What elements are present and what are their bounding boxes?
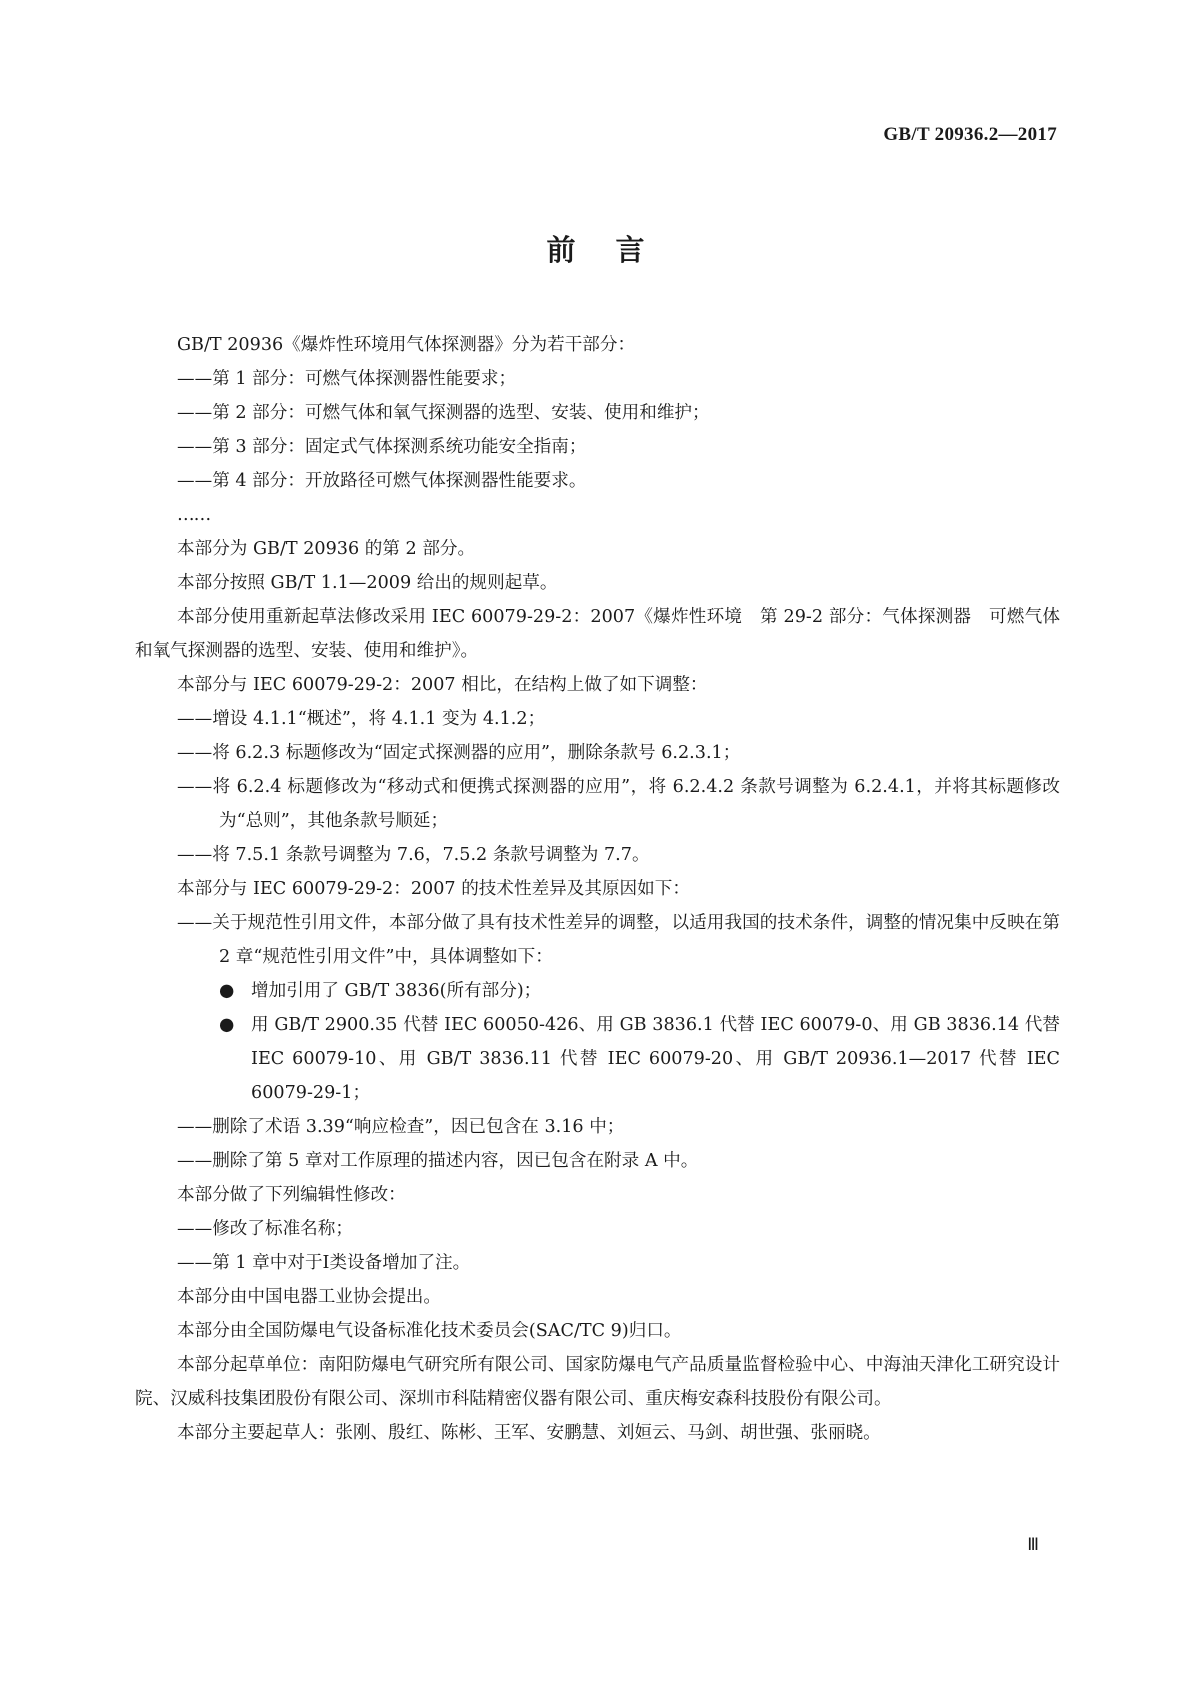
- list-item-technical-3: ——删除了第 5 章对工作原理的描述内容，因已包含在附录 A 中。: [177, 1151, 699, 1171]
- list-item-part-3: ——第 3 部分：固定式气体探测系统功能安全指南；: [177, 437, 587, 457]
- paragraph-series-intro: GB/T 20936《爆炸性环境用气体探测器》分为若干部分：: [177, 335, 636, 355]
- ellipsis: ……: [177, 505, 211, 525]
- paragraph-adoption: 本部分使用重新起草法修改采用 IEC 60079-29-2：2007《爆炸性环境 第 29-2 部分：气体探测器 可燃气体和氧气探测器的选型、安装、使用和维护》。: [135, 607, 1060, 661]
- list-item-part-1: ——第 1 部分：可燃气体探测器性能要求；: [177, 369, 517, 389]
- bullet-text: 增加引用了 GB/T 3836(所有部分)；: [251, 981, 542, 1001]
- page-number: Ⅲ: [1027, 1535, 1039, 1554]
- list-item-structure-1: ——增设 4.1.1“概述”，将 4.1.1 变为 4.1.2；: [177, 709, 546, 729]
- list-item-technical-2: ——删除了术语 3.39“响应检查”，因已包含在 3.16 中；: [177, 1117, 625, 1137]
- list-item-technical-1: ——关于规范性引用文件，本部分做了具有技术性差异的调整，以适用我国的技术条件，调整的情况集中反映在第 2 章“规范性引用文件”中，具体调整如下：: [177, 913, 1060, 967]
- bullet-dot-icon: ●: [219, 1015, 235, 1035]
- list-item-structure-3: ——将 6.2.4 标题修改为“移动式和便携式探测器的应用”，将 6.2.4.2 条款号调整为 6.2.4.1，并将其标题修改为“总则”，其他条款号顺延；: [177, 777, 1060, 831]
- bullet-item-2: [135, 1008, 1060, 1110]
- paragraph-drafting-rules: 本部分按照 GB/T 1.1—2009 给出的规则起草。: [177, 573, 558, 593]
- list-item-editorial-1: ——修改了标准名称；: [177, 1219, 353, 1239]
- bullet-dot-icon: ●: [219, 981, 235, 1001]
- page-title: 前言: [546, 233, 685, 267]
- foreword-body: [135, 328, 1060, 1450]
- bullet-text: 用 GB/T 2900.35 代替 IEC 60050-426、用 GB 3836.1 代替 IEC 60079-0、用 GB 3836.14 代替 IEC 60079-10、用 GB/T 3836.11 代替 IEC 60079-20、用 GB/T 20936.1—2017 代替 IEC 60079-29-1；: [251, 1015, 1060, 1103]
- list-item-part-4: ——第 4 部分：开放路径可燃气体探测器性能要求。: [177, 471, 587, 491]
- standard-code: GB/T 20936.2—2017: [883, 124, 1057, 145]
- list-item-editorial-2: ——第 1 章中对于Ⅰ类设备增加了注。: [177, 1253, 471, 1273]
- paragraph-committee: 本部分由全国防爆电气设备标准化技术委员会(SAC/TC 9)归口。: [177, 1321, 682, 1341]
- list-item-structure-2: ——将 6.2.3 标题修改为“固定式探测器的应用”，删除条款号 6.2.3.1；: [177, 743, 741, 763]
- paragraph-proposer: 本部分由中国电器工业协会提出。: [177, 1287, 441, 1307]
- paragraph-drafting-units: 本部分起草单位：南阳防爆电气研究所有限公司、国家防爆电气产品质量监督检验中心、中海油天津化工研究设计院、汉威科技集团股份有限公司、深圳市科陆精密仪器有限公司、重庆梅安森科技股份有限公司。: [135, 1355, 1060, 1409]
- list-item-part-2: ——第 2 部分：可燃气体和氧气探测器的选型、安装、使用和维护；: [177, 403, 710, 423]
- paragraph-technical-differences: 本部分与 IEC 60079-29-2：2007 的技术性差异及其原因如下：: [177, 879, 690, 899]
- paragraph-part-number: 本部分为 GB/T 20936 的第 2 部分。: [177, 539, 476, 559]
- paragraph-editorial-changes: 本部分做了下列编辑性修改：: [177, 1185, 406, 1205]
- bullet-item-1: [135, 974, 1060, 1008]
- list-item-structure-4: ——将 7.5.1 条款号调整为 7.6，7.5.2 条款号调整为 7.7。: [177, 845, 650, 865]
- paragraph-drafters: 本部分主要起草人：张刚、殷红、陈彬、王军、安鹏慧、刘姮云、马剑、胡世强、张丽晓。: [177, 1423, 881, 1443]
- paragraph-structure-changes: 本部分与 IEC 60079-29-2：2007 相比，在结构上做了如下调整：: [177, 675, 708, 695]
